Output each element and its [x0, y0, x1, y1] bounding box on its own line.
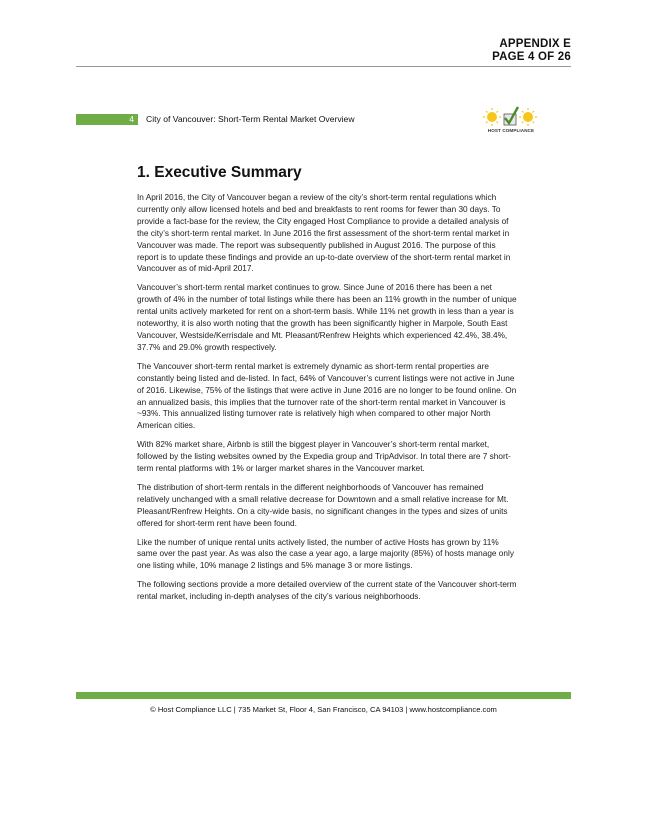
- page-label: PAGE 4 OF 26: [492, 51, 571, 63]
- page-title: 1. Executive Summary: [137, 164, 302, 181]
- paragraph: With 82% market share, Airbnb is still the biggest player in Vancouver’s short-term rental market, followed by the listing websites owned by the Expedia group and TripAdvisor. In total there are 7 short-term rental platforms with 1% or larger market shares in the Vancouver market.: [137, 440, 511, 474]
- paragraph: The distribution of short-term rentals in the different neighborhoods of Vancouver has remained relatively unchanged with a small relative decrease for Downtown and a small relative increase for Mt. Pleasant/Renfrew Heights. On a city-wide basis, no significant changes in the types and sizes of units offered for short-term rent have been found.: [137, 482, 509, 528]
- appendix-label: APPENDIX E: [499, 38, 571, 50]
- section-number-bar: [76, 114, 138, 125]
- logo-text: HOST COMPLIANCE: [487, 128, 535, 133]
- paragraph: In April 2016, the City of Vancouver began a review of the city’s short-term rental regulations which currently only allow licensed hotels and bed and breakfasts to rent rooms for fewer than 30 days. To provide a fact-base for the review, the City engaged Host Compliance to provide a detailed analysis of the city’s short-term rental market. In June 2016 the first assessment of the short-term rental market in Vancouver was made. The report was subsequently published in August 2016. The purpose of this report is to update these findings and provide an up-to-date overview of the short-term rental market in Vancouver as of mid-April 2017.: [137, 193, 511, 274]
- paragraph: The Vancouver short-term rental market is extremely dynamic as short-term rental properties are constantly being listed and de-listed. In fact, 64% of Vancouver’s current listings were not active in June of 2016. Likewise, 75% of the listings that were active in June 2016 are no longer to be found online. On an annualized basis, this implies that the turnover rate of the short-term rental market in Vancouver is ~93%. This annualized listing turnover rate is relatively high when compared to other major North American cities.: [137, 361, 517, 431]
- footer-bar: [76, 692, 571, 699]
- section-title: City of Vancouver: Short-Term Rental Market Overview: [146, 114, 355, 124]
- paragraph: Like the number of unique rental units actively listed, the number of active Hosts has grown by 11% same over the past year. As was also the case a year ago, a large majority (85%) of hosts manage only one listing while, 10% manage 2 listings and 5% manage 3 or more listings.: [137, 537, 514, 571]
- header-divider: [76, 66, 571, 67]
- footer-text: © Host Compliance LLC | 735 Market St, Floor 4, San Francisco, CA 94103 | www.hostcompliance.com: [150, 705, 497, 714]
- paragraph: The following sections provide a more detailed overview of the current state of the Vancouver short-term rental market, including in-depth analyses of the city’s various neighborhoods.: [137, 580, 517, 602]
- paragraph: Vancouver’s short-term rental market continues to grow. Since June of 2016 there has been a net growth of 4% in the number of total listings while there has been an 11% growth in the number of unique rental units actively marketed for rent on a short-term basis. While 11% net growth in less than a year is noteworthy, it is also worth noting that the growth has been significantly higher in Marpole, South East Vancouver, Westside/Kerrisdale and Mt. Pleasant/Renfrew Heights which experienced 42.4%, 38.4%, 37.7% and 29.0% growth respectively.: [137, 283, 517, 352]
- executive-summary-body: [137, 192, 517, 610]
- logo-suns-check-icon: [478, 102, 544, 128]
- section-number: 4: [129, 114, 134, 124]
- host-compliance-logo: [478, 102, 544, 138]
- appendix-header: [492, 38, 571, 64]
